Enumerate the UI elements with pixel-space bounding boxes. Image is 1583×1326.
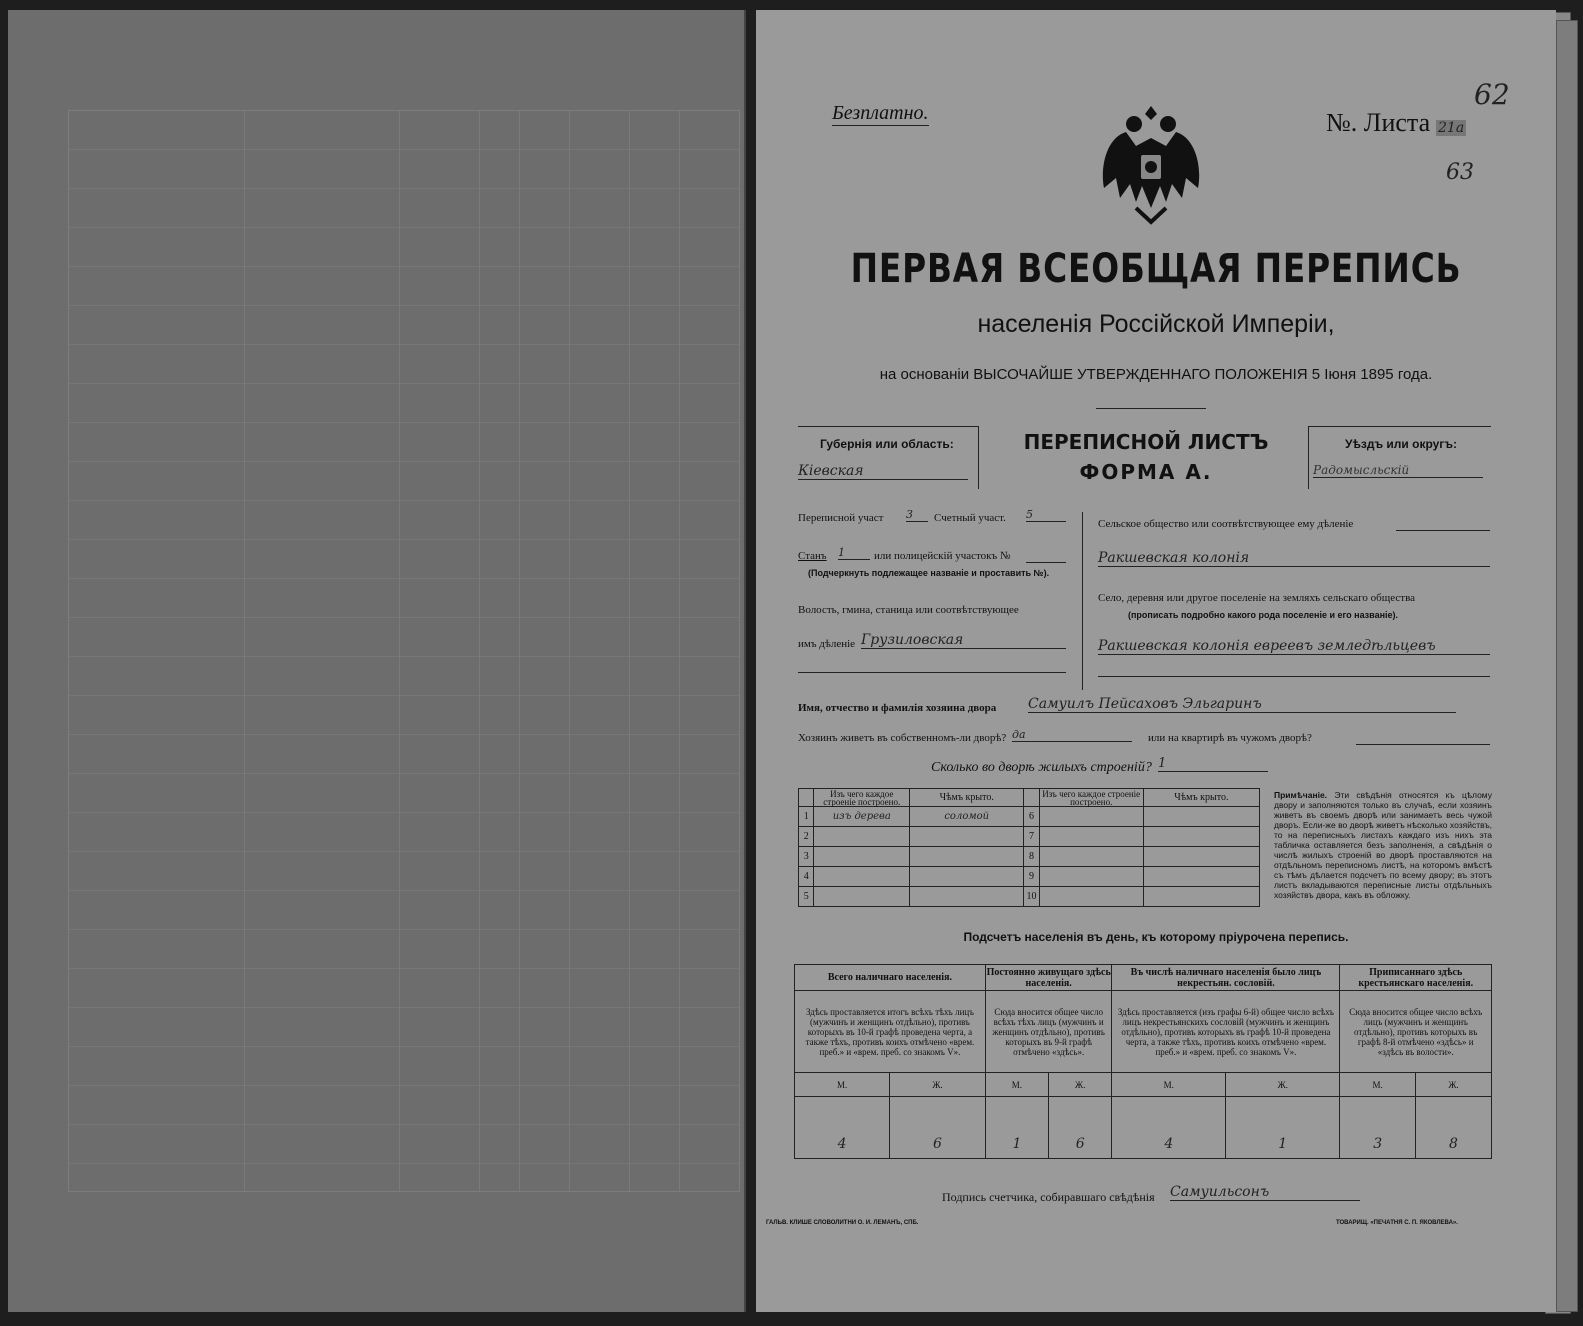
left-page <box>8 10 746 1312</box>
gubernia-value: Кіевская <box>798 463 968 480</box>
row-number: 9 <box>1024 867 1039 887</box>
gubernia-label: Губернія или область: <box>820 437 954 451</box>
permanent-m-value: 1 <box>985 1097 1048 1159</box>
census-district-value: 3 <box>906 508 928 522</box>
count-district-label: Счетный участ. <box>934 512 1006 524</box>
row-number: 4 <box>799 867 814 887</box>
note-text: Эти свѣдѣнія относятся къ цѣлому двору и заполняются только въ случаѣ, если хозяинъ живетъ въ своемъ дворѣ или занимаетъ весь чужой дворъ. Если-же во дворѣ живетъ нѣсколько хозяйствъ, то на переписныхъ листахъ каждаго изъ нихъ эта табличка оставляется безъ заполненія, а свѣдѣнія о числѣ жилыхъ строеній во дворѣ проставляются на отдѣльномъ переписномъ листѣ, на которомъ вмѣстѣ съ тѣмъ дѣлается подсчетъ по всему двору; въ этотъ листъ вкладываются переписные листы отдѣльныхъ хозяйствъ двора, какъ въ обложку. <box>1274 790 1492 900</box>
society-label-line <box>1396 530 1490 531</box>
form-main-title: ПЕРВАЯ ВСЕОБЩАЯ ПЕРЕПИСЬ <box>850 246 1462 292</box>
col-roof-right: Чѣмъ крыто. <box>1143 789 1259 807</box>
village-value: Ракшевская колонія евреевъ земледѣльцевъ <box>1098 638 1490 655</box>
roof-cell: соломой <box>910 807 1024 827</box>
volost-label: Волость, гмина, станица или соотвѣтствующее <box>798 604 1019 616</box>
pop-col-header: Приписаннаго здѣсь крестьянскаго населенія. <box>1340 965 1492 991</box>
page-number-2: 63 <box>1446 160 1474 185</box>
pop-col-header: Въ числѣ наличнаго населенія было лицъ некрестьян. сословій. <box>1112 965 1340 991</box>
table-row <box>799 887 1260 907</box>
left-ledger-grid <box>68 110 740 1192</box>
census-form-page <box>756 10 1556 1312</box>
total-m-value: 4 <box>795 1097 890 1159</box>
col-material-left: Изъ чего каждое строеніе построено. <box>814 789 910 807</box>
pop-col-desc: Сюда вносится общее число всѣхъ тѣхъ лицъ (мужчинъ и женщинъ отдѣльно), противъ которыхъ въ 9-й графѣ отмѣчено «здѣсь». <box>985 991 1112 1073</box>
roof-cell <box>910 827 1024 847</box>
pop-col-header: Постоянно живущаго здѣсь населенія. <box>986 966 1111 989</box>
non-peasant-zh-value: 1 <box>1226 1097 1340 1159</box>
form-name: ФОРМА А. <box>1079 460 1213 484</box>
signature-label: Подпись счетчика, собиравшаго свѣдѣнія <box>942 1190 1155 1204</box>
form-subtitle: населенія Россійской Имперіи, <box>977 310 1335 338</box>
stan-value: 1 <box>838 546 870 560</box>
m-label: М. <box>985 1073 1048 1097</box>
owner-label: Имя, отчество и фамилія хозяина двора <box>798 702 997 714</box>
buildings-value: 1 <box>1158 756 1268 772</box>
peasant-zh-value: 8 <box>1415 1097 1491 1159</box>
pop-col-desc: Здѣсь проставляется итогъ всѣхъ тѣхъ лицъ (мужчинъ и женщинъ отдѣльно), противъ которыхъ въ 10-й графѣ проведена черта, а также тѣхъ, противъ коихъ отмѣчено «врем. преб.» и «врем. преб. со знакомъ V». <box>795 991 986 1073</box>
uezd-box <box>1308 426 1491 489</box>
row-number: 2 <box>799 827 814 847</box>
zh-label: Ж. <box>1048 1073 1111 1097</box>
roof-cell <box>910 887 1024 907</box>
zh-label: Ж. <box>890 1073 986 1097</box>
volost-label-2: имъ дѣленіе <box>798 638 856 650</box>
owner-value: Самуилъ Пейсаховъ Эльгаринъ <box>1028 696 1456 713</box>
uezd-value: Радомысльскій <box>1313 463 1483 478</box>
col-roof-left: Чѣмъ крыто. <box>910 789 1024 807</box>
own-yard-label: Хозяинъ живетъ въ собственномъ-ли дворѣ? <box>798 732 1007 744</box>
gubernia-box <box>798 426 979 489</box>
col-material-right: Изъ чего каждое строеніе построено. <box>1039 789 1143 807</box>
rented-label: или на квартирѣ въ чужомъ дворѣ? <box>1148 732 1312 744</box>
uezd-label: Уѣздъ или округъ: <box>1345 437 1458 451</box>
sheet-no-value: 21a <box>1438 120 1465 136</box>
table-row <box>799 867 1260 887</box>
m-label: М. <box>1340 1073 1416 1097</box>
row-number: 8 <box>1024 847 1039 867</box>
permanent-zh-value: 6 <box>1048 1097 1111 1159</box>
peasant-m-value: 3 <box>1340 1097 1416 1159</box>
note-title: Примѣчаніе. <box>1274 790 1328 800</box>
roof-cell <box>910 867 1024 887</box>
census-district-label: Переписной участ <box>798 512 884 524</box>
rented-value-line <box>1356 744 1490 745</box>
stan-note: (Подчеркнуть подлежащее названіе и проставить №). <box>808 568 1050 578</box>
table-row <box>799 807 1260 827</box>
police-value-line <box>1026 562 1066 563</box>
count-district-value: 5 <box>1026 508 1066 522</box>
volost-extra-line <box>798 672 1066 673</box>
field-divider <box>1082 512 1083 690</box>
material-cell <box>814 847 910 867</box>
volost-value: Грузиловская <box>861 632 1066 649</box>
m-label: М. <box>1112 1073 1226 1097</box>
non-peasant-m-value: 4 <box>1112 1097 1226 1159</box>
m-label: М. <box>795 1073 890 1097</box>
page-number-top: 62 <box>1474 78 1510 111</box>
table-row <box>799 847 1260 867</box>
village-extra-line <box>1098 676 1490 677</box>
row-number: 6 <box>1024 807 1039 827</box>
village-note: (прописать подробно какого рода поселеніе и его названіе). <box>1128 610 1399 620</box>
stan-label: Станъ <box>798 550 827 562</box>
row-number: 7 <box>1024 827 1039 847</box>
zh-label: Ж. <box>1415 1073 1491 1097</box>
ornament-divider <box>1096 408 1206 409</box>
pop-col-desc: Здѣсь проставляется (изъ графы 6-й) общее число всѣхъ лицъ некрестьянскихъ сословій (мужчинъ и женщинъ отдѣльно), противъ которыхъ въ графѣ 10-й проведена черта, а также тѣхъ, противъ коихъ отмѣчено «врем. преб.» и «врем. преб. со знакомъ V». <box>1112 991 1340 1073</box>
table-row <box>799 827 1260 847</box>
imperial-eagle-emblem <box>1096 98 1206 228</box>
note-block <box>1274 790 1492 900</box>
society-value: Ракшевская колонія <box>1098 550 1490 567</box>
village-label: Село, деревня или другое поселеніе на земляхъ сельскаго общества <box>1098 592 1416 604</box>
page-stack-edge <box>1556 20 1578 1312</box>
printer-right: ТОВАРИЩ. «ПЕЧАТНЯ С. П. ЯКОВЛЕВА». <box>1336 1220 1458 1226</box>
signature-value: Самуильсонъ <box>1170 1184 1360 1201</box>
population-title: Подсчетъ населенія въ день, къ которому пріурочена перепись. <box>963 930 1349 944</box>
material-cell <box>814 827 910 847</box>
material-cell: изъ дерева <box>814 807 910 827</box>
form-basis: на основаніи ВЫСОЧАЙШЕ УТВЕРЖДЕННАГО ПОЛОЖЕНІЯ 5 Іюня 1895 года. <box>879 366 1433 383</box>
zh-label: Ж. <box>1226 1073 1340 1097</box>
buildings-label: Сколько во дворѣ жилыхъ строеній? <box>931 760 1152 775</box>
free-label: Безплатно. <box>832 102 929 124</box>
roof-cell <box>910 847 1024 867</box>
police-label: или полицейскій участокъ № <box>874 550 1011 562</box>
row-number: 3 <box>799 847 814 867</box>
population-table <box>794 964 1492 1159</box>
pop-col-header: Всего наличнаго населенія. <box>795 965 986 991</box>
row-number: 10 <box>1024 887 1039 907</box>
form-sheet-title: ПЕРЕПИСНОЙ ЛИСТЪ <box>1023 430 1269 454</box>
own-yard-value: да <box>1012 728 1132 742</box>
printer-left: ГАЛЬВ. КЛИШЕ СЛОВОЛИТНИ О. И. ЛЕМАНЪ, СПБ. <box>766 1220 919 1226</box>
row-number: 1 <box>799 807 814 827</box>
material-cell <box>814 867 910 887</box>
material-cell <box>814 887 910 907</box>
society-label: Сельское общество или соотвѣтствующее ему дѣленіе <box>1098 518 1354 530</box>
buildings-table <box>798 788 1260 907</box>
pop-col-desc: Сюда вносится общее число всѣхъ лицъ (мужчинъ и женщинъ отдѣльно), противъ которыхъ въ графѣ 8-й отмѣчено «здѣсь» и «здѣсь въ волости». <box>1340 991 1492 1073</box>
total-zh-value: 6 <box>890 1097 986 1159</box>
sheet-no-label: №. Листа <box>1326 108 1431 137</box>
row-number: 5 <box>799 887 814 907</box>
